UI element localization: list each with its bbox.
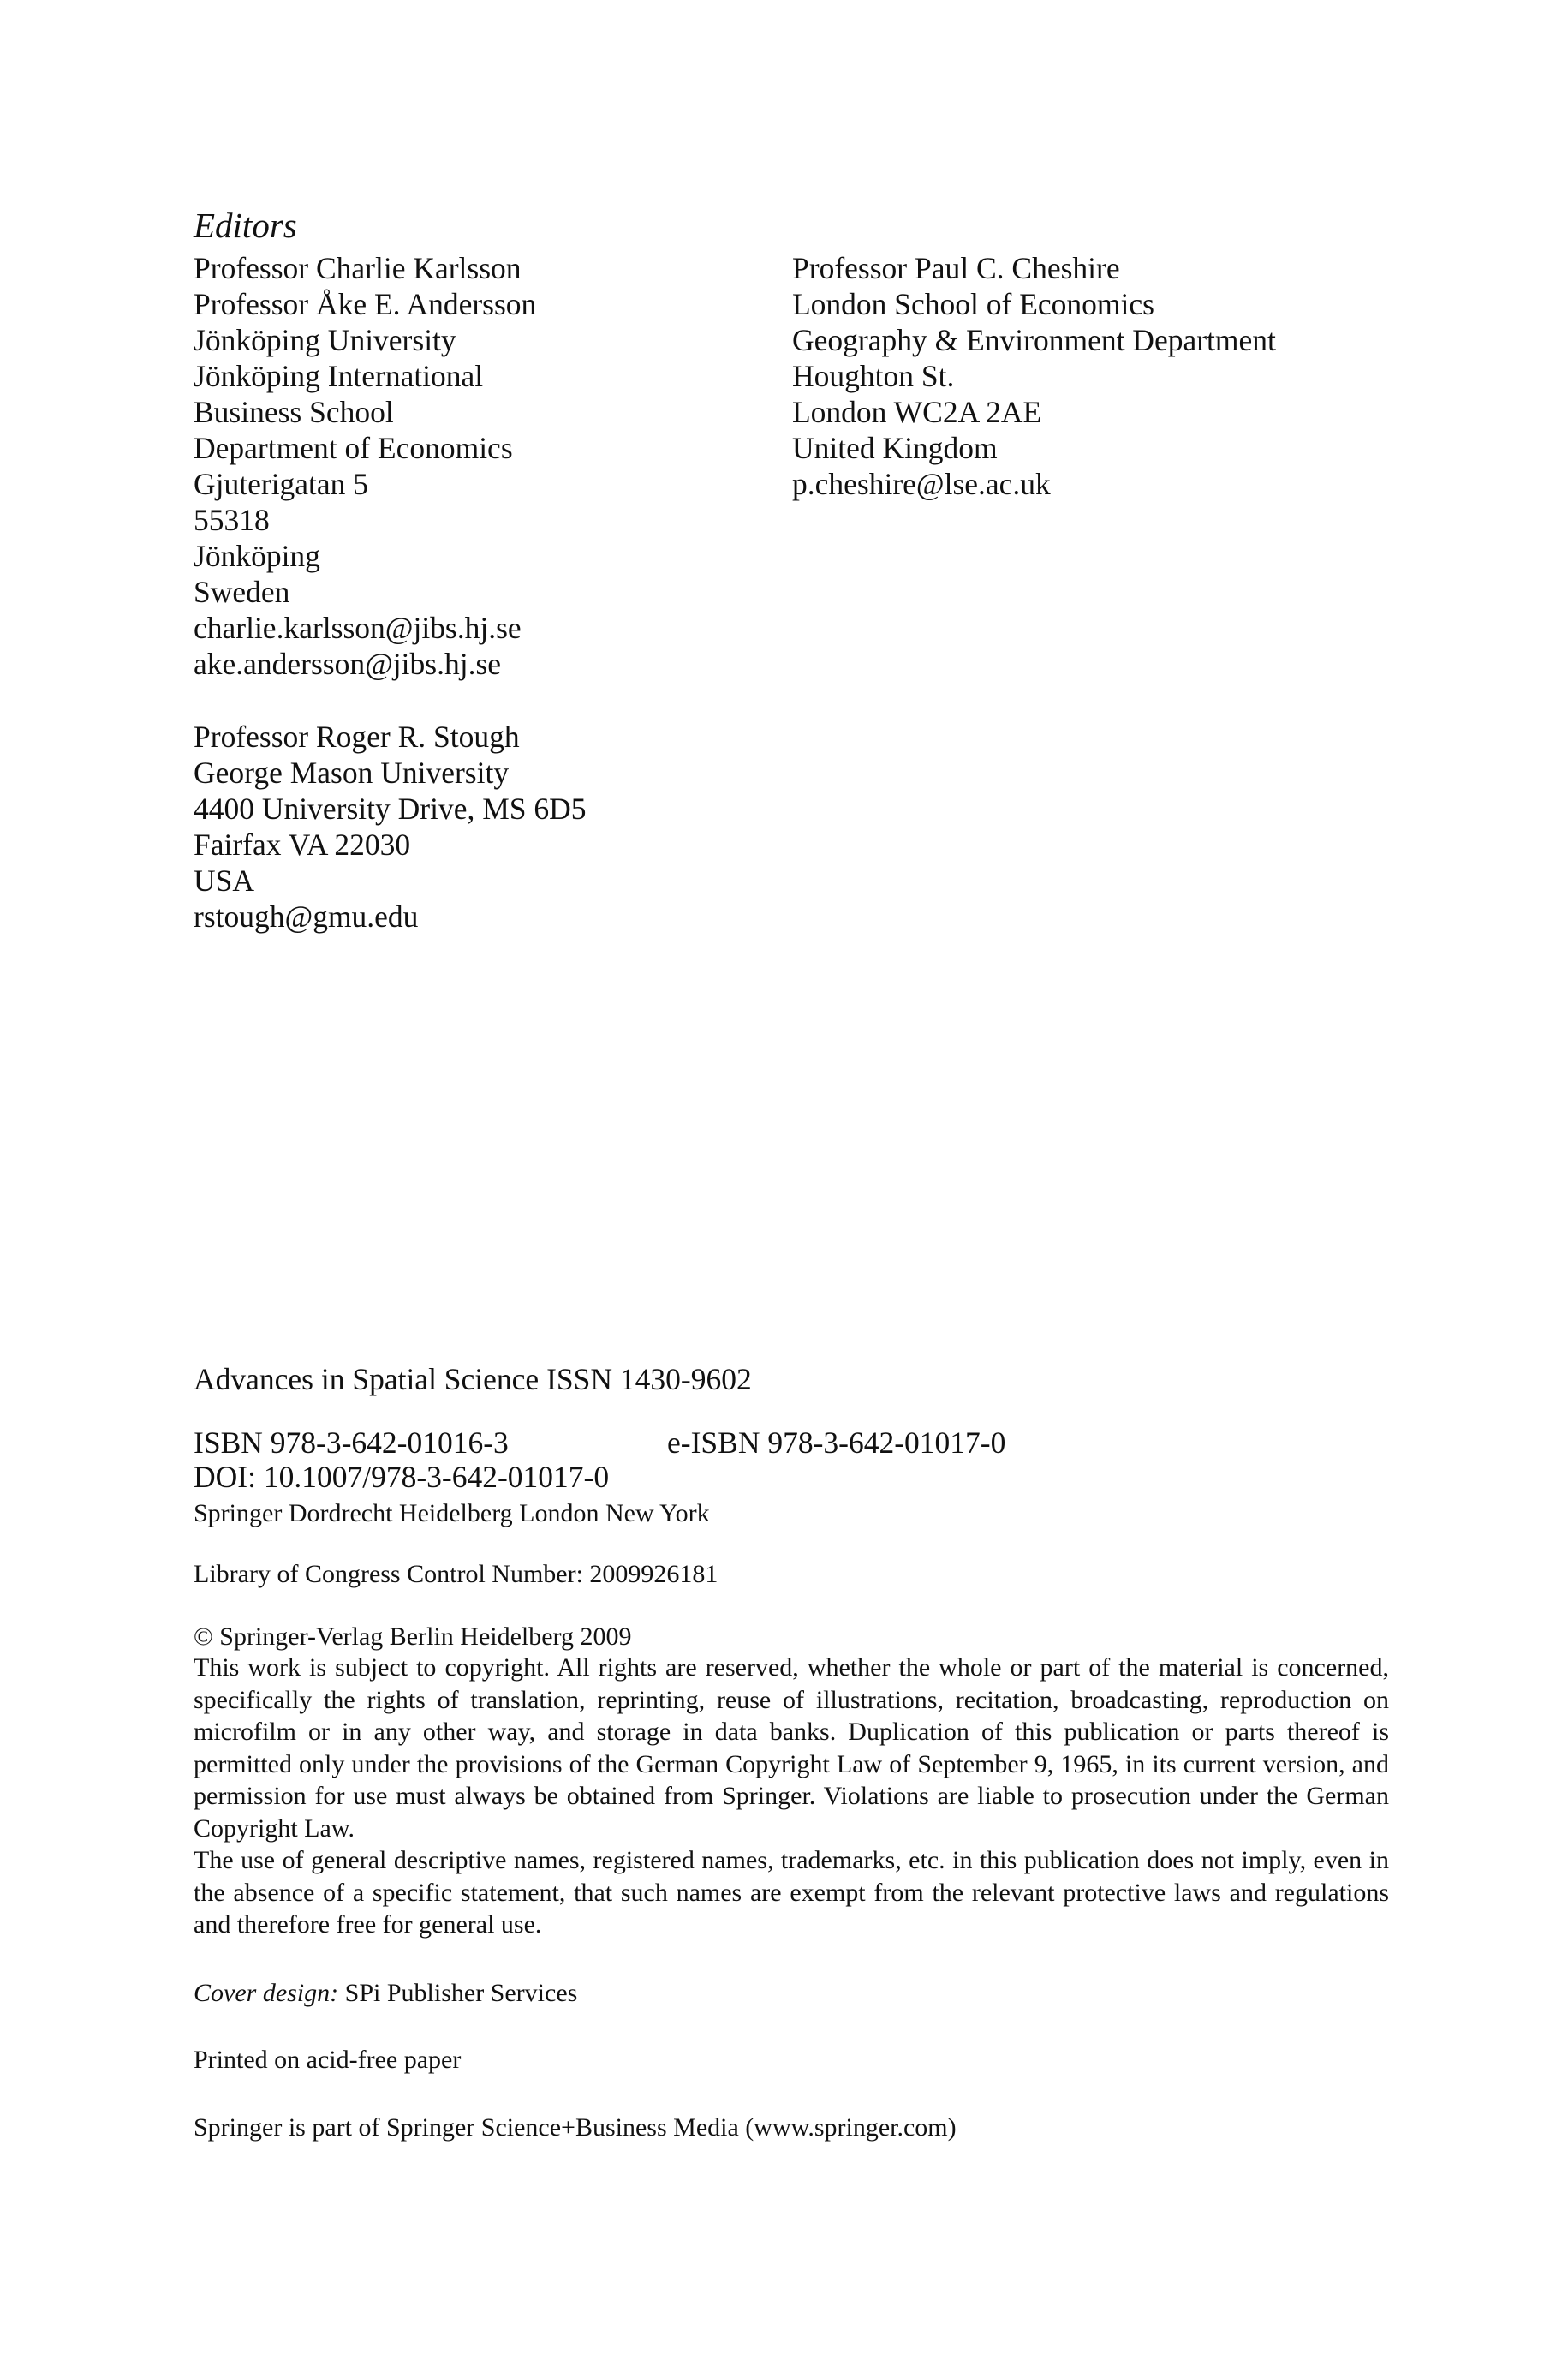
address-line: Professor Charlie Karlsson — [194, 251, 522, 285]
address-line: United Kingdom — [792, 431, 998, 465]
address-line: Jönköping University — [194, 323, 456, 357]
isbn-row — [194, 1425, 1392, 1461]
publisher-cities: Springer Dordrecht Heidelberg London New York — [194, 1499, 710, 1527]
address-line: USA — [194, 863, 255, 898]
address-line: Professor Roger R. Stough — [194, 720, 520, 754]
copyright-notice: © Springer-Verlag Berlin Heidelberg 2009 — [194, 1622, 632, 1651]
address-line: Business School — [194, 395, 394, 429]
editor-address-cheshire — [792, 250, 1276, 502]
springer-affiliation: Springer is part of Springer Science+Business Media (www.springer.com) — [194, 2113, 957, 2142]
address-line: Professor Paul C. Cheshire — [792, 251, 1120, 285]
copyright-paragraph: This work is subject to copyright. All rights are reserved, whether the whole or part of the material is concerned, specifically the rights of translation, reprinting, reuse of illustrations, recitation, broadcasting, reproduction on microfilm or in any other way, and storage in data banks. Duplication of this publication or parts thereof is permitted only under the provisions of the German Copyright Law of September 9, 1965, in its current version, and permission for use must always be obtained from Springer. Violations are liable to prosecution under the German Copyright Law. — [194, 1653, 1389, 1843]
address-line: 55318 — [194, 503, 270, 537]
address-line: London School of Economics — [792, 287, 1154, 321]
address-line: Jönköping — [194, 539, 320, 573]
email-cheshire[interactable]: p.cheshire@lse.ac.uk — [792, 467, 1051, 501]
e-isbn: e-ISBN 978-3-642-01017-0 — [667, 1425, 1006, 1460]
editor-address-karlsson-andersson — [194, 250, 536, 682]
address-line: London WC2A 2AE — [792, 395, 1042, 429]
address-line: Department of Economics — [194, 431, 513, 465]
address-line: Houghton St. — [792, 359, 955, 393]
editor-address-stough — [194, 719, 587, 935]
editors-heading: Editors — [194, 206, 297, 245]
email-andersson[interactable]: ake.andersson@jibs.hj.se — [194, 647, 502, 681]
cover-design-label: Cover design: — [194, 1979, 339, 2007]
address-line: Fairfax VA 22030 — [194, 828, 411, 862]
cover-design — [194, 1978, 577, 2009]
address-line: Professor Åke E. Andersson — [194, 287, 537, 321]
doi: DOI: 10.1007/978-3-642-01017-0 — [194, 1460, 610, 1494]
copyright-statement — [194, 1652, 1389, 1941]
series-issn: Advances in Spatial Science ISSN 1430-9602 — [194, 1362, 752, 1396]
address-line: Gjuterigatan 5 — [194, 467, 369, 501]
address-line: George Mason University — [194, 756, 510, 790]
email-stough[interactable]: rstough@gmu.edu — [194, 899, 419, 934]
address-line: Geography & Environment Department — [792, 323, 1276, 357]
email-karlsson[interactable]: charlie.karlsson@jibs.hj.se — [194, 611, 522, 645]
trademark-paragraph: The use of general descriptive names, registered names, trademarks, etc. in this publication does not imply, even in the absence of a specific statement, that such names are exempt from the relevant protective laws and regulations and therefore free for general use. — [194, 1846, 1389, 1939]
cover-design-value: SPi Publisher Services — [338, 1979, 578, 2007]
printed-on-paper: Printed on acid-free paper — [194, 2046, 462, 2074]
address-line: Jönköping International — [194, 359, 484, 393]
library-of-congress-number: Library of Congress Control Number: 2009926181 — [194, 1560, 718, 1588]
isbn: ISBN 978-3-642-01016-3 — [194, 1425, 509, 1460]
address-line: Sweden — [194, 575, 290, 609]
address-line: 4400 University Drive, MS 6D5 — [194, 792, 587, 826]
